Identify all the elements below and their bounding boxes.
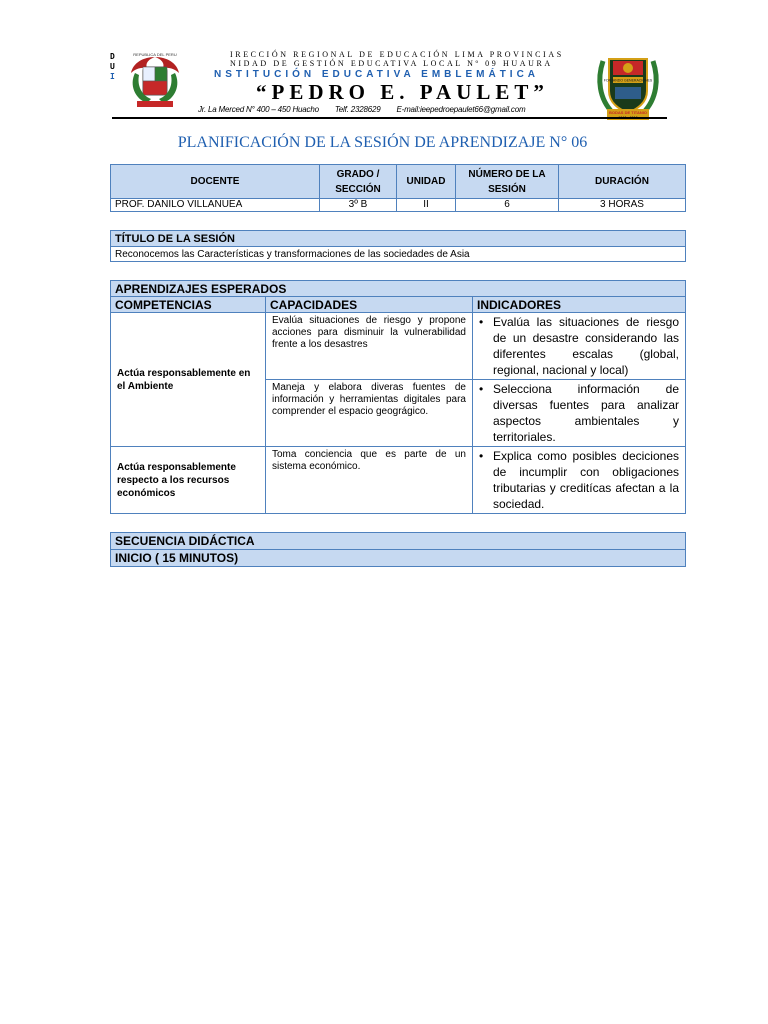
school-emblem-icon [595, 51, 661, 121]
letterhead [108, 48, 668, 118]
capacidad-cell: Maneja y elabora diveras fuentes de información y herramientas digitales para comprender el espacio geográgico. [266, 380, 473, 447]
bullet-icon: • [479, 449, 484, 463]
indicador-cell [473, 380, 686, 447]
header-unidad: UNIDAD [397, 165, 456, 199]
institution-type: NSTITUCIÓN EDUCATIVA EMBLEMÁTICA [214, 69, 540, 80]
right-crest-subtitle: BODAS DE TITANIO [609, 110, 647, 115]
table-row [111, 313, 686, 380]
competencia-cell: Actúa responsablemente respecto a los recursos económicos [111, 447, 266, 514]
initial-d: D [110, 52, 115, 61]
header-capacidades: CAPACIDADES [266, 297, 473, 313]
letterhead-initials [110, 52, 115, 82]
capacidad-cell: Evalúa situaciones de riesgo y propone acciones para disminuir la vulnerabilidad frente a los desastres [266, 313, 473, 380]
header-indicadores: INDICADORES [473, 297, 686, 313]
left-crest-text: REPUBLICA DEL PERU [133, 52, 177, 57]
table-header-row [111, 165, 686, 199]
header-numero: NÚMERO DE LA SESIÓN [456, 165, 559, 199]
sequence-table [110, 532, 686, 567]
header-competencias: COMPETENCIAS [111, 297, 266, 313]
indicador-cell [473, 313, 686, 380]
value-duracion: 3 HORAS [559, 199, 686, 212]
phone: Telf. 2328629 [334, 105, 381, 114]
indicador-text: Explica como posibles deciciones de incumplir con obligaciones tributarias y creditícas afectan a la sociedad. [493, 449, 679, 511]
value-numero: 6 [456, 199, 559, 212]
value-docente: PROF. DANILO VILLANUEA [111, 199, 320, 212]
contact-line [198, 105, 539, 114]
indicador-text: Selecciona información de diversas fuentes para analizar aspectos ambientales y territoriales. [493, 382, 679, 444]
learning-section-label: APRENDIZAJES ESPERADOS [111, 281, 686, 297]
session-title-table [110, 230, 686, 262]
capacidad-cell: Toma conciencia que es parte de un sistema económico. [266, 447, 473, 514]
address: Jr. La Merced N° 400 – 450 Huacho [198, 105, 319, 114]
regional-directorate: IRECCIÓN REGIONAL DE EDUCACIÓN LIMA PROVINCIAS [230, 50, 564, 59]
local-management-unit: NIDAD DE GESTIÓN EDUCATIVA LOCAL Nº 09 HUAURA [230, 59, 553, 68]
sequence-label: SECUENCIA DIDÁCTICA [111, 533, 686, 550]
indicador-text: Evalúa las situaciones de riesgo de un desastre considerando las diferentes escalas (global, regional, nacional y local) [493, 315, 679, 377]
page-title: PLANIFICACIÓN DE LA SESIÓN DE APRENDIZAJE N° 06 [177, 134, 588, 151]
session-title-label: TÍTULO DE LA SESIÓN [111, 231, 686, 247]
value-unidad: II [397, 199, 456, 212]
initial-i: I [110, 72, 115, 81]
table-row [111, 447, 686, 514]
learning-table [110, 280, 686, 514]
inicio-label: INICIO ( 15 MINUTOS) [111, 550, 686, 567]
indicador-cell [473, 447, 686, 514]
table-header-row [111, 297, 686, 313]
bullet-icon: • [479, 382, 484, 396]
competencia-cell: Actúa responsablemente en el Ambiente [111, 313, 266, 447]
table-row [111, 199, 686, 212]
peru-coat-of-arms-icon [125, 51, 185, 111]
school-name: “PEDRO E. PAULET” [256, 80, 549, 104]
header-duracion: DURACIÓN [559, 165, 686, 199]
email: E-mail:ieepedroepaulet66@gmail.com [396, 105, 526, 114]
initial-u: U [110, 62, 115, 71]
value-grado: 3º B [320, 199, 397, 212]
session-info-table [110, 164, 686, 212]
header-grado: GRADO / SECCIÓN [320, 165, 397, 199]
header-docente: DOCENTE [111, 165, 320, 199]
header-divider [112, 117, 667, 119]
bullet-icon: • [479, 315, 484, 329]
session-title-value: Reconocemos las Características y transformaciones de las sociedades de Asia [111, 247, 686, 262]
right-crest-text: FORJANDO GENERACIONES [603, 78, 653, 83]
